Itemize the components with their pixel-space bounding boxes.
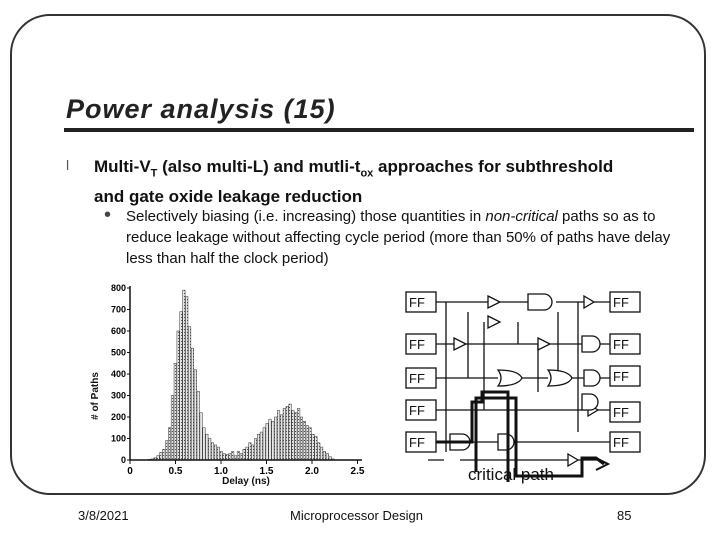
histogram-bar [306,426,308,460]
histogram-bar [300,417,302,460]
histogram-bar [272,421,274,460]
histogram-bar [231,451,233,460]
critical-path-label: critical path [468,465,554,484]
flip-flop-label: FF [409,403,425,418]
y-tick-label: 100 [110,433,126,444]
buffer-gate [584,296,594,308]
slide-title: Power analysis (15) [66,94,336,124]
y-tick-label: 400 [110,369,126,379]
histogram-bar [174,363,176,460]
histogram-bar [289,404,291,460]
sub-bullet-marker: • [104,204,112,226]
histogram-bar [237,451,239,460]
histogram-bar [171,396,173,461]
flip-flop-label: FF [613,295,629,310]
flip-flop-label: FF [613,369,629,384]
histogram-bar [263,428,265,460]
main-bullet-text: Multi-$V_T$ (also multi-L) and mutli-$t_{ox}$ approaches for subthreshold and gate oxide leakage reduction [94,157,614,207]
histogram-bar [286,406,288,460]
histogram-bar [217,447,219,460]
buffer-gate [538,338,550,350]
histogram-bar [163,449,165,460]
flip-flop-label: FF [409,337,425,352]
x-tick-label: 0 [127,466,133,477]
histogram-bar [223,454,225,460]
flip-flop-label: FF [613,435,629,450]
histogram-bar [168,428,170,460]
histogram-bar [280,415,282,460]
histogram-bar [165,441,167,460]
histogram-bar [309,428,311,460]
buffer-gate [488,296,500,308]
histogram-bar [200,413,202,460]
flip-flop-label: FF [409,295,425,310]
and-gate [582,394,598,410]
histogram-x-label: Delay (ns) [222,476,270,487]
histogram-bar [274,417,276,460]
histogram-bar [246,447,248,460]
histogram-bar [320,447,322,460]
and-gate [582,336,600,352]
histogram-bar [254,439,256,461]
delay-histogram [82,278,382,488]
histogram-bar [183,290,185,460]
histogram-bar [180,312,182,460]
x-tick-label: 1.0 [214,466,228,477]
y-tick-label: 700 [110,304,126,315]
histogram-bar [315,436,317,460]
y-tick-label: 0 [120,455,126,465]
or-gate [548,370,572,386]
and-gate [498,434,514,450]
histogram-bar [277,411,279,460]
histogram-bar [269,419,271,460]
flip-flop-label: FF [613,337,629,352]
histogram-bar [203,428,205,460]
histogram-bar [188,327,190,460]
histogram-bar [220,451,222,460]
histogram-bar [249,443,251,460]
buffer-gate [488,316,500,328]
histogram-bar [208,439,210,461]
histogram-bar [257,434,259,460]
histogram-bar [292,411,294,460]
histogram-bar [226,455,228,460]
flip-flop-label: FF [613,405,629,420]
title-underline [64,128,694,132]
histogram-bar [243,449,245,460]
x-tick-label: 1.5 [259,466,274,477]
histogram-bar [160,452,162,460]
y-tick-label: 800 [110,283,126,293]
and-gate [584,370,600,386]
histogram-bar [260,432,262,460]
histogram-bar [252,445,254,460]
histogram-bar [303,421,305,460]
histogram-bar [197,391,199,460]
flip-flop-label: FF [409,371,425,386]
x-tick-label: 2.0 [305,466,319,477]
flip-flop-label: FF [409,435,425,450]
histogram-bar [283,408,285,460]
sub-bullet-text: Selectively biasing (i.e. increasing) those quantities in non-critical paths so as to reduce leakage without affecting cycle period (more than 50% of paths have delay less than half the clock period) [126,208,671,267]
y-tick-label: 500 [110,347,126,358]
x-tick-label: 2.5 [350,466,365,477]
and-gate [528,294,552,310]
histogram-bar [240,454,242,460]
footer-page-number: 85 [617,508,632,523]
histogram-bar [295,413,297,460]
histogram-bar [186,297,188,460]
histogram-bar [194,370,196,460]
histogram-bar [229,454,231,460]
histogram-bar [266,423,268,460]
histogram-bar [214,445,216,460]
histogram-bar [211,443,213,460]
histogram-bar [318,443,320,460]
histogram-bar [177,331,179,460]
y-tick-label: 300 [110,390,126,401]
footer-course: Microprocessor Design [290,508,423,523]
buffer-gate [454,338,466,350]
y-tick-label: 200 [110,412,126,422]
footer-date: 3/8/2021 [78,508,129,523]
circuit-diagram [398,282,668,492]
buffer-gate [568,454,578,466]
histogram-bar [312,434,314,460]
histogram-bar [206,434,208,460]
histogram-bar [323,451,325,460]
histogram-bar [326,454,328,460]
x-tick-label: 0.5 [168,466,183,477]
bullet-marker: l [66,157,70,173]
or-gate [498,370,522,386]
histogram-bar [191,348,193,460]
y-tick-label: 600 [110,326,126,336]
histogram-bar [297,408,299,460]
histogram-y-label: # of Paths [90,372,101,420]
